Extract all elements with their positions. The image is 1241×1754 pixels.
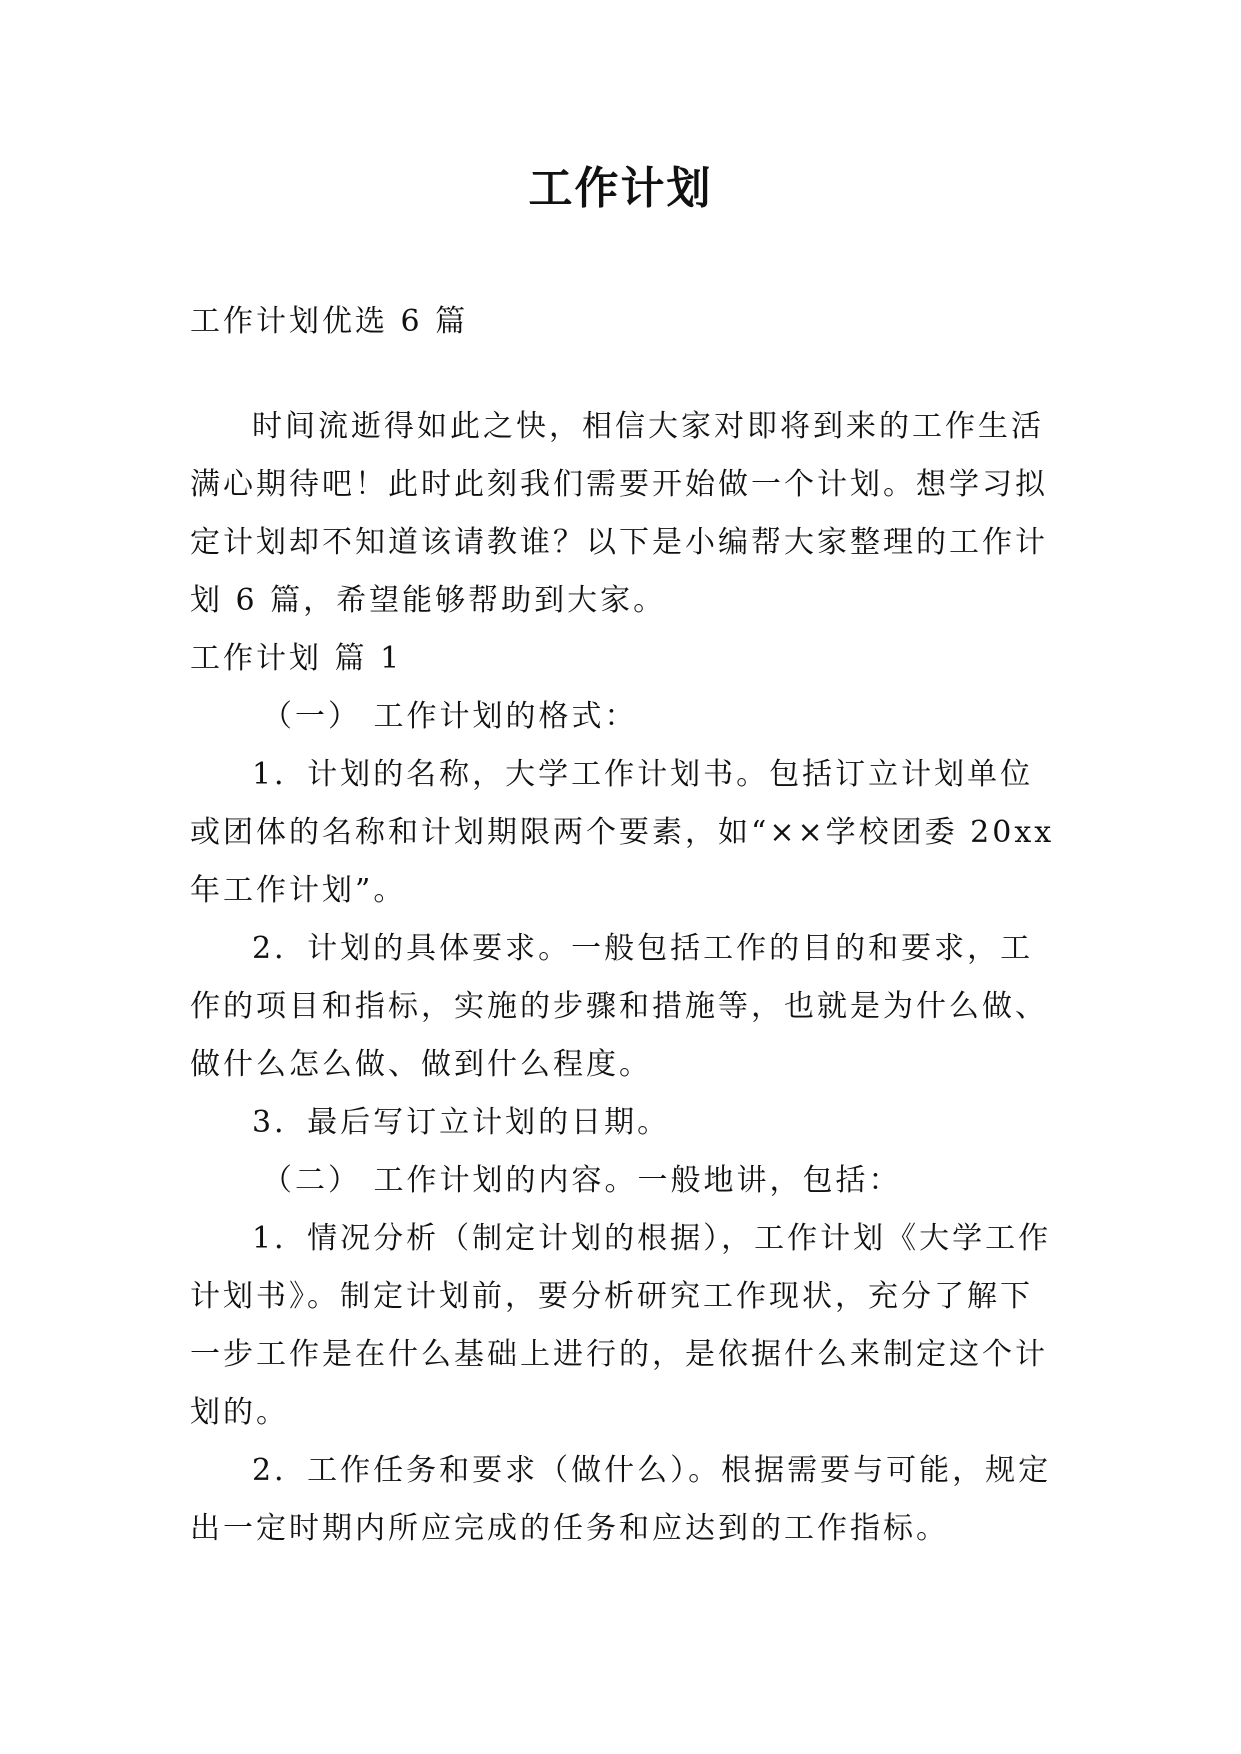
- document-subtitle: 工作计划优选 6 篇: [190, 304, 469, 339]
- paragraph-content-2: 2．工作任务和要求（做什么）。根据需要与可能，规定出一定时期内所应完成的任务和应达到的工作指标。: [190, 1453, 1052, 1546]
- paragraph-item-3: 3．最后写订立计划的日期。: [252, 1105, 671, 1140]
- document-title: 工作计划: [528, 163, 713, 214]
- section-heading-1: 工作计划 篇 1: [190, 641, 403, 676]
- paragraph-item-1: 1．计划的名称，大学工作计划书。包括订立计划单位或团体的名称和计划期限两个要素，如“××学校团委 20xx 年工作计划”。: [190, 757, 1055, 908]
- paragraph-intro: 时间流逝得如此之快，相信大家对即将到来的工作生活满心期待吧！此时此刻我们需要开始做一个计划。想学习拟定计划却不知道该请教谁？以下是小编帮大家整理的工作计划 6 篇，希望能够帮助到大家。: [190, 409, 1048, 618]
- subsection-heading-content: （二） 工作计划的内容。一般地讲，包括：: [262, 1163, 902, 1198]
- subsection-heading-format: （一） 工作计划的格式：: [262, 699, 638, 734]
- paragraph-content-1: 1．情况分析（制定计划的根据），工作计划《大学工作计划书》。制定计划前，要分析研究工作现状，充分了解下一步工作是在什么基础上进行的，是依据什么来制定这个计划的。: [190, 1221, 1052, 1430]
- document-body: [190, 398, 1060, 1558]
- paragraph-item-2: 2．计划的具体要求。一般包括工作的目的和要求，工作的项目和指标，实施的步骤和措施等，也就是为什么做、做什么怎么做、做到什么程度。: [190, 931, 1048, 1082]
